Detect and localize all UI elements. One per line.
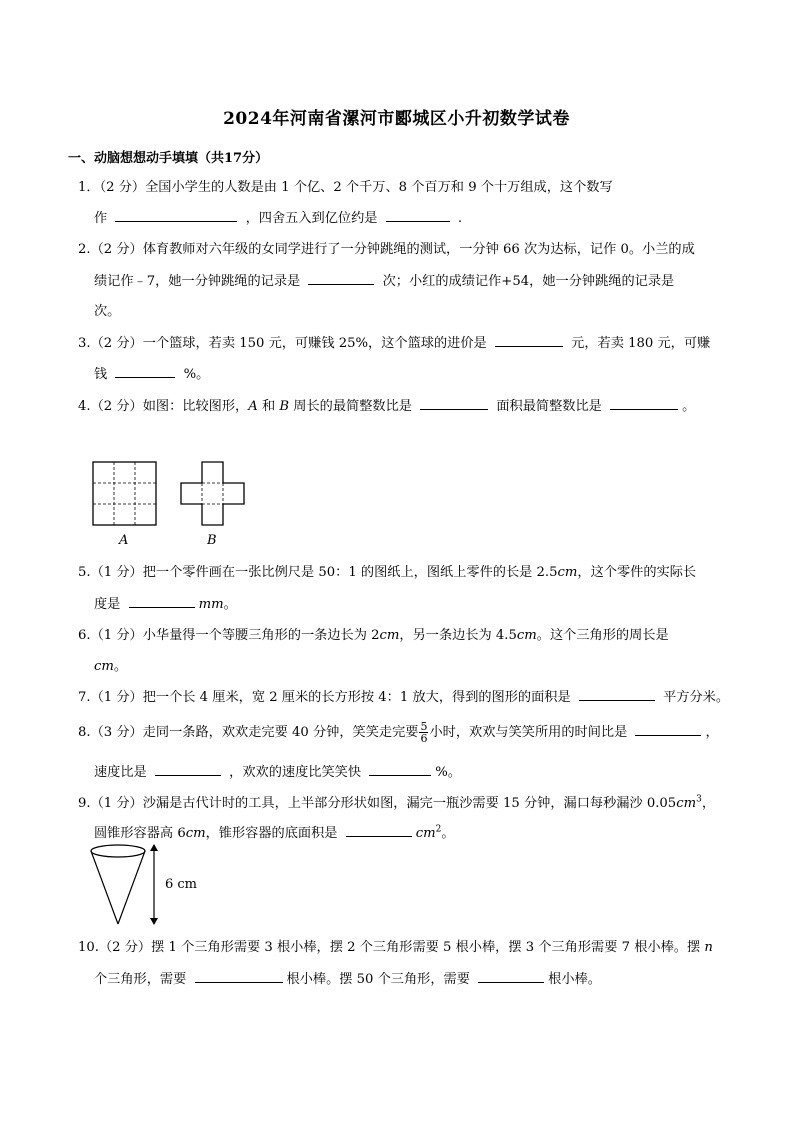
answer-blank[interactable] [579, 688, 655, 701]
question-2-line-2 [94, 270, 674, 289]
text: ，欢欢的速度比笑笑快 [229, 765, 362, 780]
unit: cm [676, 796, 697, 811]
text: 次；小红的成绩记作+54，她一分钟跳绳的记录是 [382, 274, 675, 289]
text: 绩记作﹣7，她一分钟跳绳的记录是 [94, 274, 301, 289]
unit: cm [379, 628, 400, 643]
question-1-line-2 [94, 207, 462, 226]
text: 和 [261, 399, 276, 414]
text: 速度比是 [94, 765, 147, 780]
text: ， [701, 796, 716, 811]
unit: cm [557, 565, 578, 580]
text: ，锥形容器的底面积是 [205, 826, 338, 841]
answer-blank[interactable] [635, 723, 701, 736]
answer-blank[interactable] [420, 397, 488, 410]
shape-b [181, 462, 244, 525]
section-heading: 一、动脑想想动手填填（共17分） [68, 151, 269, 166]
shape-a-label: A [248, 399, 258, 414]
text: 3.（2 分）一个篮球，若卖 150 元，可赚钱 25%，这个篮球的进价是 [78, 336, 487, 351]
answer-blank[interactable] [495, 334, 563, 347]
text: 元，若卖 180 元，可赚 [571, 336, 711, 351]
text: 。 [682, 399, 696, 414]
question-8-line-2 [94, 761, 461, 780]
exponent: 2 [435, 824, 442, 835]
figure-label-b: B [207, 533, 217, 548]
text: 10.（2 分）摆 1 个三角形需要 3 根小棒，摆 2 个三角形需要 5 根小棒，摆 3 个三角形需要 7 根小棒。摆 [78, 940, 701, 955]
text: . [457, 211, 463, 226]
text: ，另一条边长为 4.5 [399, 628, 517, 643]
question-6-line-1 [78, 624, 669, 643]
text: 作 [94, 211, 108, 226]
exam-title: 2024年河南省漯河市郾城区小升初数学试卷 [223, 109, 570, 129]
answer-blank[interactable] [478, 970, 544, 983]
fraction-denominator: 6 [420, 732, 428, 745]
text: 面积最简整数比是 [496, 399, 602, 414]
answer-blank[interactable] [155, 763, 221, 776]
question-5-line-1 [78, 561, 696, 580]
text: 。 [223, 597, 237, 612]
question-7-line-1 [78, 686, 729, 705]
question-4-line-1 [78, 395, 695, 414]
shape-comparison-figure [92, 461, 252, 527]
text: 度是 [94, 597, 121, 612]
exponent: 3 [696, 794, 702, 805]
answer-blank[interactable] [369, 763, 431, 776]
answer-blank[interactable] [129, 595, 195, 608]
text: 。 [113, 659, 128, 674]
question-2-line-3: 次。 [94, 304, 121, 319]
question-6-line-2 [94, 655, 127, 674]
answer-blank[interactable] [115, 365, 175, 378]
text: ，四舍五入到亿位约是 [245, 211, 378, 226]
text: 周长的最简整数比是 [293, 399, 412, 414]
answer-blank[interactable] [308, 272, 374, 285]
answer-blank[interactable] [386, 209, 450, 222]
text: ，这个零件的实际长 [577, 565, 697, 580]
text: 4.（2 分）如图：比较图形， [78, 399, 249, 414]
text: 6.（1 分）小华量得一个等腰三角形的一条边长为 2 [78, 628, 380, 643]
text: 。 [441, 826, 455, 841]
variable: n [704, 940, 713, 955]
cone-figure [88, 842, 168, 928]
question-10-line-1 [78, 936, 713, 955]
unit: cm [516, 628, 537, 643]
text: %。 [183, 367, 210, 382]
answer-blank[interactable] [346, 824, 412, 837]
text: 圆锥形容器高 6 [94, 826, 186, 841]
text: 钱 [94, 367, 108, 382]
text: 小时，欢欢与笑笑所用的时间比是 [429, 725, 628, 740]
answer-blank[interactable] [610, 397, 678, 410]
unit: cm [94, 659, 114, 674]
text: 个三角形，需要 [94, 972, 187, 987]
text: 8.（3 分）走同一条路，欢欢走完要 40 分钟，笑笑走完要 [78, 725, 419, 740]
text: 。这个三角形的周长是 [536, 628, 669, 643]
question-8-line-1 [78, 721, 719, 744]
question-10-line-2 [94, 968, 601, 987]
unit: cm [185, 826, 206, 841]
question-3-line-1 [78, 332, 710, 351]
text: 根小棒。 [548, 972, 601, 987]
text: 9.（1 分）沙漏是古代计时的工具，上半部分形状如图，漏完一瓶沙需要 15 分钟，漏口每秒漏沙 0.05 [78, 796, 677, 811]
shape-b-label: B [279, 399, 290, 414]
fraction-numerator: 5 [420, 720, 428, 733]
unit: cm [415, 826, 436, 841]
shape-a [93, 462, 156, 525]
figure-label-a: A [119, 533, 129, 548]
cone-height-label: 6 cm [165, 877, 198, 892]
question-9-line-2 [94, 822, 455, 841]
question-1-line-1: 1．（2 分）全国小学生的人数是由 1 个亿、2 个千万、8 个百万和 9 个十万组成，这个数写 [78, 180, 613, 195]
question-2-line-1: 2.（2 分）体育教师对六年级的女同学进行了一分钟跳绳的测试，一分钟 66 次为达标，记作 0。小兰的成 [78, 242, 695, 257]
text: 根小棒。摆 50 个三角形，需要 [286, 972, 470, 987]
question-9-line-1 [78, 792, 715, 811]
unit: mm [198, 597, 224, 612]
question-3-line-2 [94, 363, 209, 382]
text: %。 [435, 765, 461, 780]
text: 平方分米。 [663, 690, 730, 705]
text: ， [705, 725, 719, 740]
fraction [419, 721, 428, 744]
question-5-line-2 [94, 593, 237, 612]
text: 5.（1 分）把一个零件画在一张比例尺是 50：1 的图纸上，图纸上零件的长是 2.5 [78, 565, 558, 580]
text: 7.（1 分）把一个长 4 厘米，宽 2 厘米的长方形按 4：1 放大，得到的图形的面积是 [78, 690, 571, 705]
answer-blank[interactable] [195, 970, 283, 983]
answer-blank[interactable] [115, 209, 237, 222]
